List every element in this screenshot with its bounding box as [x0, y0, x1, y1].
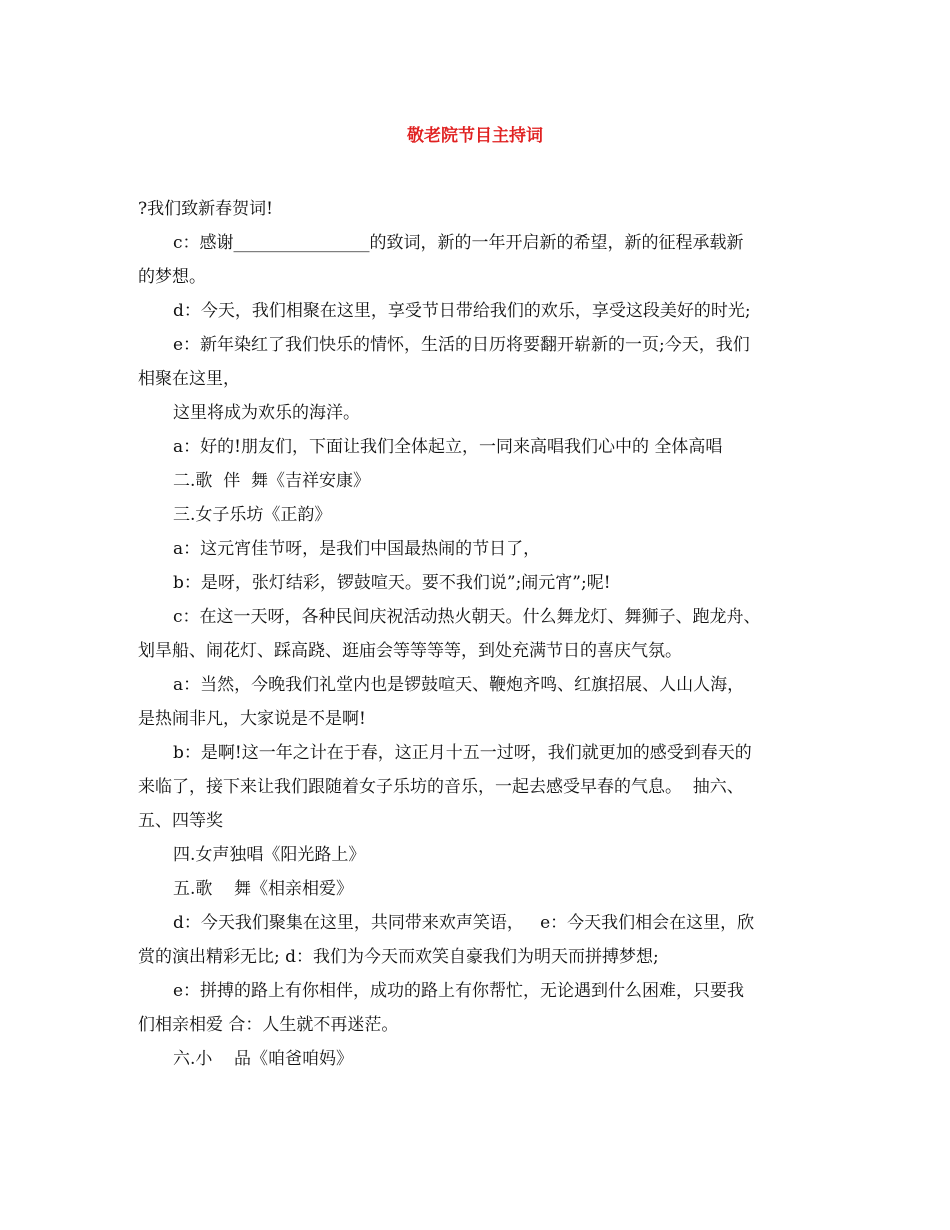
- text-line: 是热闹非凡，大家说是不是啊!: [138, 709, 366, 729]
- text-line: d：今天，我们相聚在这里，享受节日带给我们的欢乐，享受这段美好的时光;: [173, 301, 751, 321]
- document-title: 敬老院节目主持词: [407, 126, 543, 146]
- text-line: c：感谢________________的致词，新的一年开启新的希望，新的征程承载新: [173, 233, 744, 253]
- text-line: 三.女子乐坊《正韵》: [173, 505, 332, 525]
- text-line: 五、四等奖: [138, 811, 223, 831]
- text-line: 这里将成为欢乐的海洋。: [173, 403, 360, 423]
- text-line: a：这元宵佳节呀，是我们中国最热闹的节日了，: [173, 539, 541, 559]
- text-line: ?我们致新春贺词!: [138, 199, 273, 219]
- text-line: 赏的演出精彩无比; d：我们为今天而欢笑自豪我们为明天而拼搏梦想;: [138, 947, 659, 967]
- text-line: a：好的!朋友们，下面让我们全体起立，一同来高唱我们心中的 全体高唱: [173, 437, 723, 457]
- text-line: 相聚在这里，: [138, 369, 240, 389]
- text-line: 划旱船、闹花灯、踩高跷、逛庙会等等等等，到处充满节日的喜庆气氛。: [138, 641, 682, 661]
- text-line: 五.歌 舞《相亲相爱》: [173, 879, 354, 899]
- text-line: 们相亲相爱 合：人生就不再迷茫。: [138, 1015, 399, 1035]
- text-line: 四.女声独唱《阳光路上》: [173, 845, 366, 865]
- text-line: e：拼搏的路上有你相伴，成功的路上有你帮忙，无论遇到什么困难，只要我: [173, 981, 745, 1001]
- text-line: e：新年染红了我们快乐的情怀，生活的日历将要翻开崭新的一页;今天，我们: [173, 335, 750, 355]
- text-line: c：在这一天呀，各种民间庆祝活动热火朝天。什么舞龙灯、舞狮子、跑龙舟、: [173, 607, 761, 627]
- text-line: 六.小 品《咱爸咱妈》: [173, 1049, 354, 1069]
- document-body: [138, 192, 818, 1076]
- text-line: b：是啊!这一年之计在于春，这正月十五一过呀，我们就更加的感受到春天的: [173, 743, 752, 763]
- text-line: 来临了，接下来让我们跟随着女子乐坊的音乐，一起去感受早春的气息。 抽六、: [138, 777, 744, 797]
- text-line: a：当然，今晚我们礼堂内也是锣鼓喧天、鞭炮齐鸣、红旗招展、人山人海，: [173, 675, 745, 695]
- text-line: b：是呀，张灯结彩，锣鼓喧天。要不我们说”;闹元宵”;呢!: [173, 573, 611, 593]
- text-line: d：今天我们聚集在这里，共同带来欢声笑语， e：今天我们相会在这里，欣: [173, 913, 755, 933]
- text-line: 的梦想。: [138, 267, 206, 287]
- text-line: 二.歌 伴 舞《吉祥安康》: [173, 471, 371, 491]
